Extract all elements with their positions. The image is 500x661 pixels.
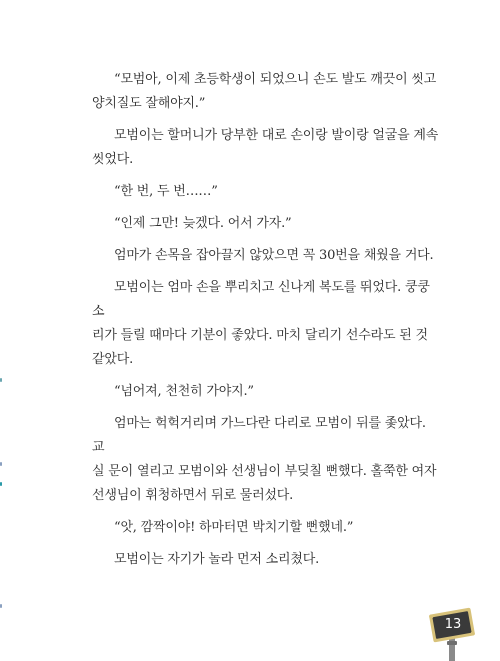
page-number: 13 bbox=[444, 617, 462, 632]
paragraph-3: “한 번, 두 번……” bbox=[114, 184, 218, 199]
story-text bbox=[92, 68, 442, 580]
edge-mark bbox=[0, 604, 2, 608]
paragraph-7: “넘어져, 천천히 가야지.” bbox=[114, 384, 254, 399]
paragraph-8: 엄마는 헉헉거리며 가느다란 다리로 모범이 뒤를 좇았다. 교 실 문이 열리고 모범이와 선생님이 부딪칠 뻔했다. 홀쭉한 여자 선생님이 휘청하면서 뒤로 물러섰다. bbox=[92, 416, 437, 503]
edge-mark bbox=[0, 482, 2, 486]
paragraph-2: 모범이는 할머니가 당부한 대로 손이랑 발이랑 얼굴을 계속 씻었다. bbox=[92, 128, 439, 167]
paragraph-10: 모범이는 자기가 놀라 먼저 소리쳤다. bbox=[114, 552, 320, 567]
paragraph-9: “앗, 깜짝이야! 하마터면 박치기할 뻔했네.” bbox=[114, 520, 354, 535]
paragraph-1: “모범아, 이제 초등학생이 되었으니 손도 발도 깨끗이 씻고 양치질도 잘해야지.” bbox=[92, 72, 437, 111]
edge-mark bbox=[0, 378, 2, 382]
paragraph-6: 모범이는 엄마 손을 뿌리치고 신나게 복도를 뛰었다. 쿵쿵 소 리가 들릴 때마다 기분이 좋았다. 마치 달리기 선수라도 된 것 같았다. bbox=[92, 280, 430, 367]
paragraph-4: “인제 그만! 늦겠다. 어서 가자.” bbox=[114, 216, 292, 231]
edge-mark bbox=[0, 462, 2, 466]
paragraph-5: 엄마가 손목을 잡아끌지 않았으면 꼭 30번을 채웠을 거다. bbox=[114, 248, 434, 263]
